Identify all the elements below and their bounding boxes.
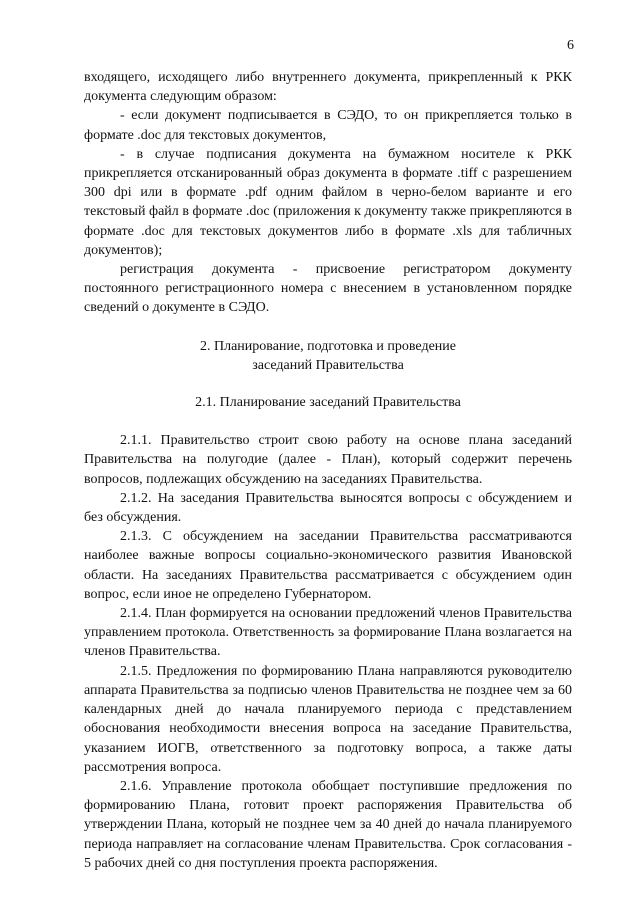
intro-bullet-doc-format: - если документ подписывается в СЭДО, то он прикрепляется только в формате .doc для текстовых документов,	[84, 108, 572, 143]
section-2-title-line-2: заседаний Правительства	[252, 357, 404, 373]
clause-2-1-3: 2.1.3. С обсуждением на заседании Правительства рассматриваются наиболее важные вопросы социально-экономического развития Ивановской области. На заседаниях Правительства рассматривается с обсуждением один вопрос, если иное не определено Губернатором.	[84, 529, 572, 602]
clause-2-1-6: 2.1.6. Управление протокола обобщает поступившие предложения по формированию Плана, готовит проект распоряжения Правительства об утверждении Плана, который не позднее чем за 40 дней до начала планируемого периода направляет на согласование членам Правительства. Срок согласования - 5 рабочих дней со дня поступления проекта распоряжения.	[84, 778, 572, 871]
intro-continuation-paragraph: входящего, исходящего либо внутреннего документа, прикрепленный к РКК документа следующим образом:	[84, 70, 572, 105]
clause-2-1-5: 2.1.5. Предложения по формированию Плана направляются руководителю аппарата Правительства за подписью членов Правительства не позднее чем за 60 календарных дней до начала планируемого периода с представлением обоснования необходимости внесения вопроса на заседание Правительства, указанием ИОГВ, ответственного за подготовку вопроса, а также даты рассмотрения вопроса.	[84, 663, 572, 775]
spacer	[84, 318, 572, 337]
clause-2-1-1: 2.1.1. Правительство строит свою работу на основе плана заседаний Правительства на полугодие (далее - План), который содержит перечень вопросов, подлежащих обсуждению на заседаниях Правительства.	[84, 433, 572, 487]
intro-bullet-paper-format: - в случае подписания документа на бумажном носителе к РКК прикрепляется отсканированный образ документа в формате .tiff с разрешением 300 dpi или в формате .pdf одним файлом в черно-белом варианте и его текстовый файл в формате .doc (приложения к документу также прикрепляются в формате .doc для текстовых документов либо в формате .xls для табличных документов);	[84, 146, 572, 258]
clause-2-1-2: 2.1.2. На заседания Правительства выносятся вопросы с обсуждением и без обсуждения.	[84, 490, 572, 526]
registration-definition-paragraph: регистрация документа - присвоение регистратором документу постоянного регистрационного номера с внесением в установленном порядке сведений о документе в СЭДО.	[84, 262, 572, 316]
clause-2-1-4: 2.1.4. План формируется на основании предложений членов Правительства управлением протокола. Ответственность за формирование Плана возлагается на членов Правительства.	[84, 606, 572, 660]
section-2-1-title: 2.1. Планирование заседаний Правительства	[195, 395, 461, 411]
section-2-title-line-1: 2. Планирование, подготовка и проведение	[200, 338, 456, 354]
document-body	[84, 68, 572, 873]
page-number: 6	[567, 38, 574, 53]
spacer	[84, 412, 572, 431]
spacer	[84, 375, 572, 393]
